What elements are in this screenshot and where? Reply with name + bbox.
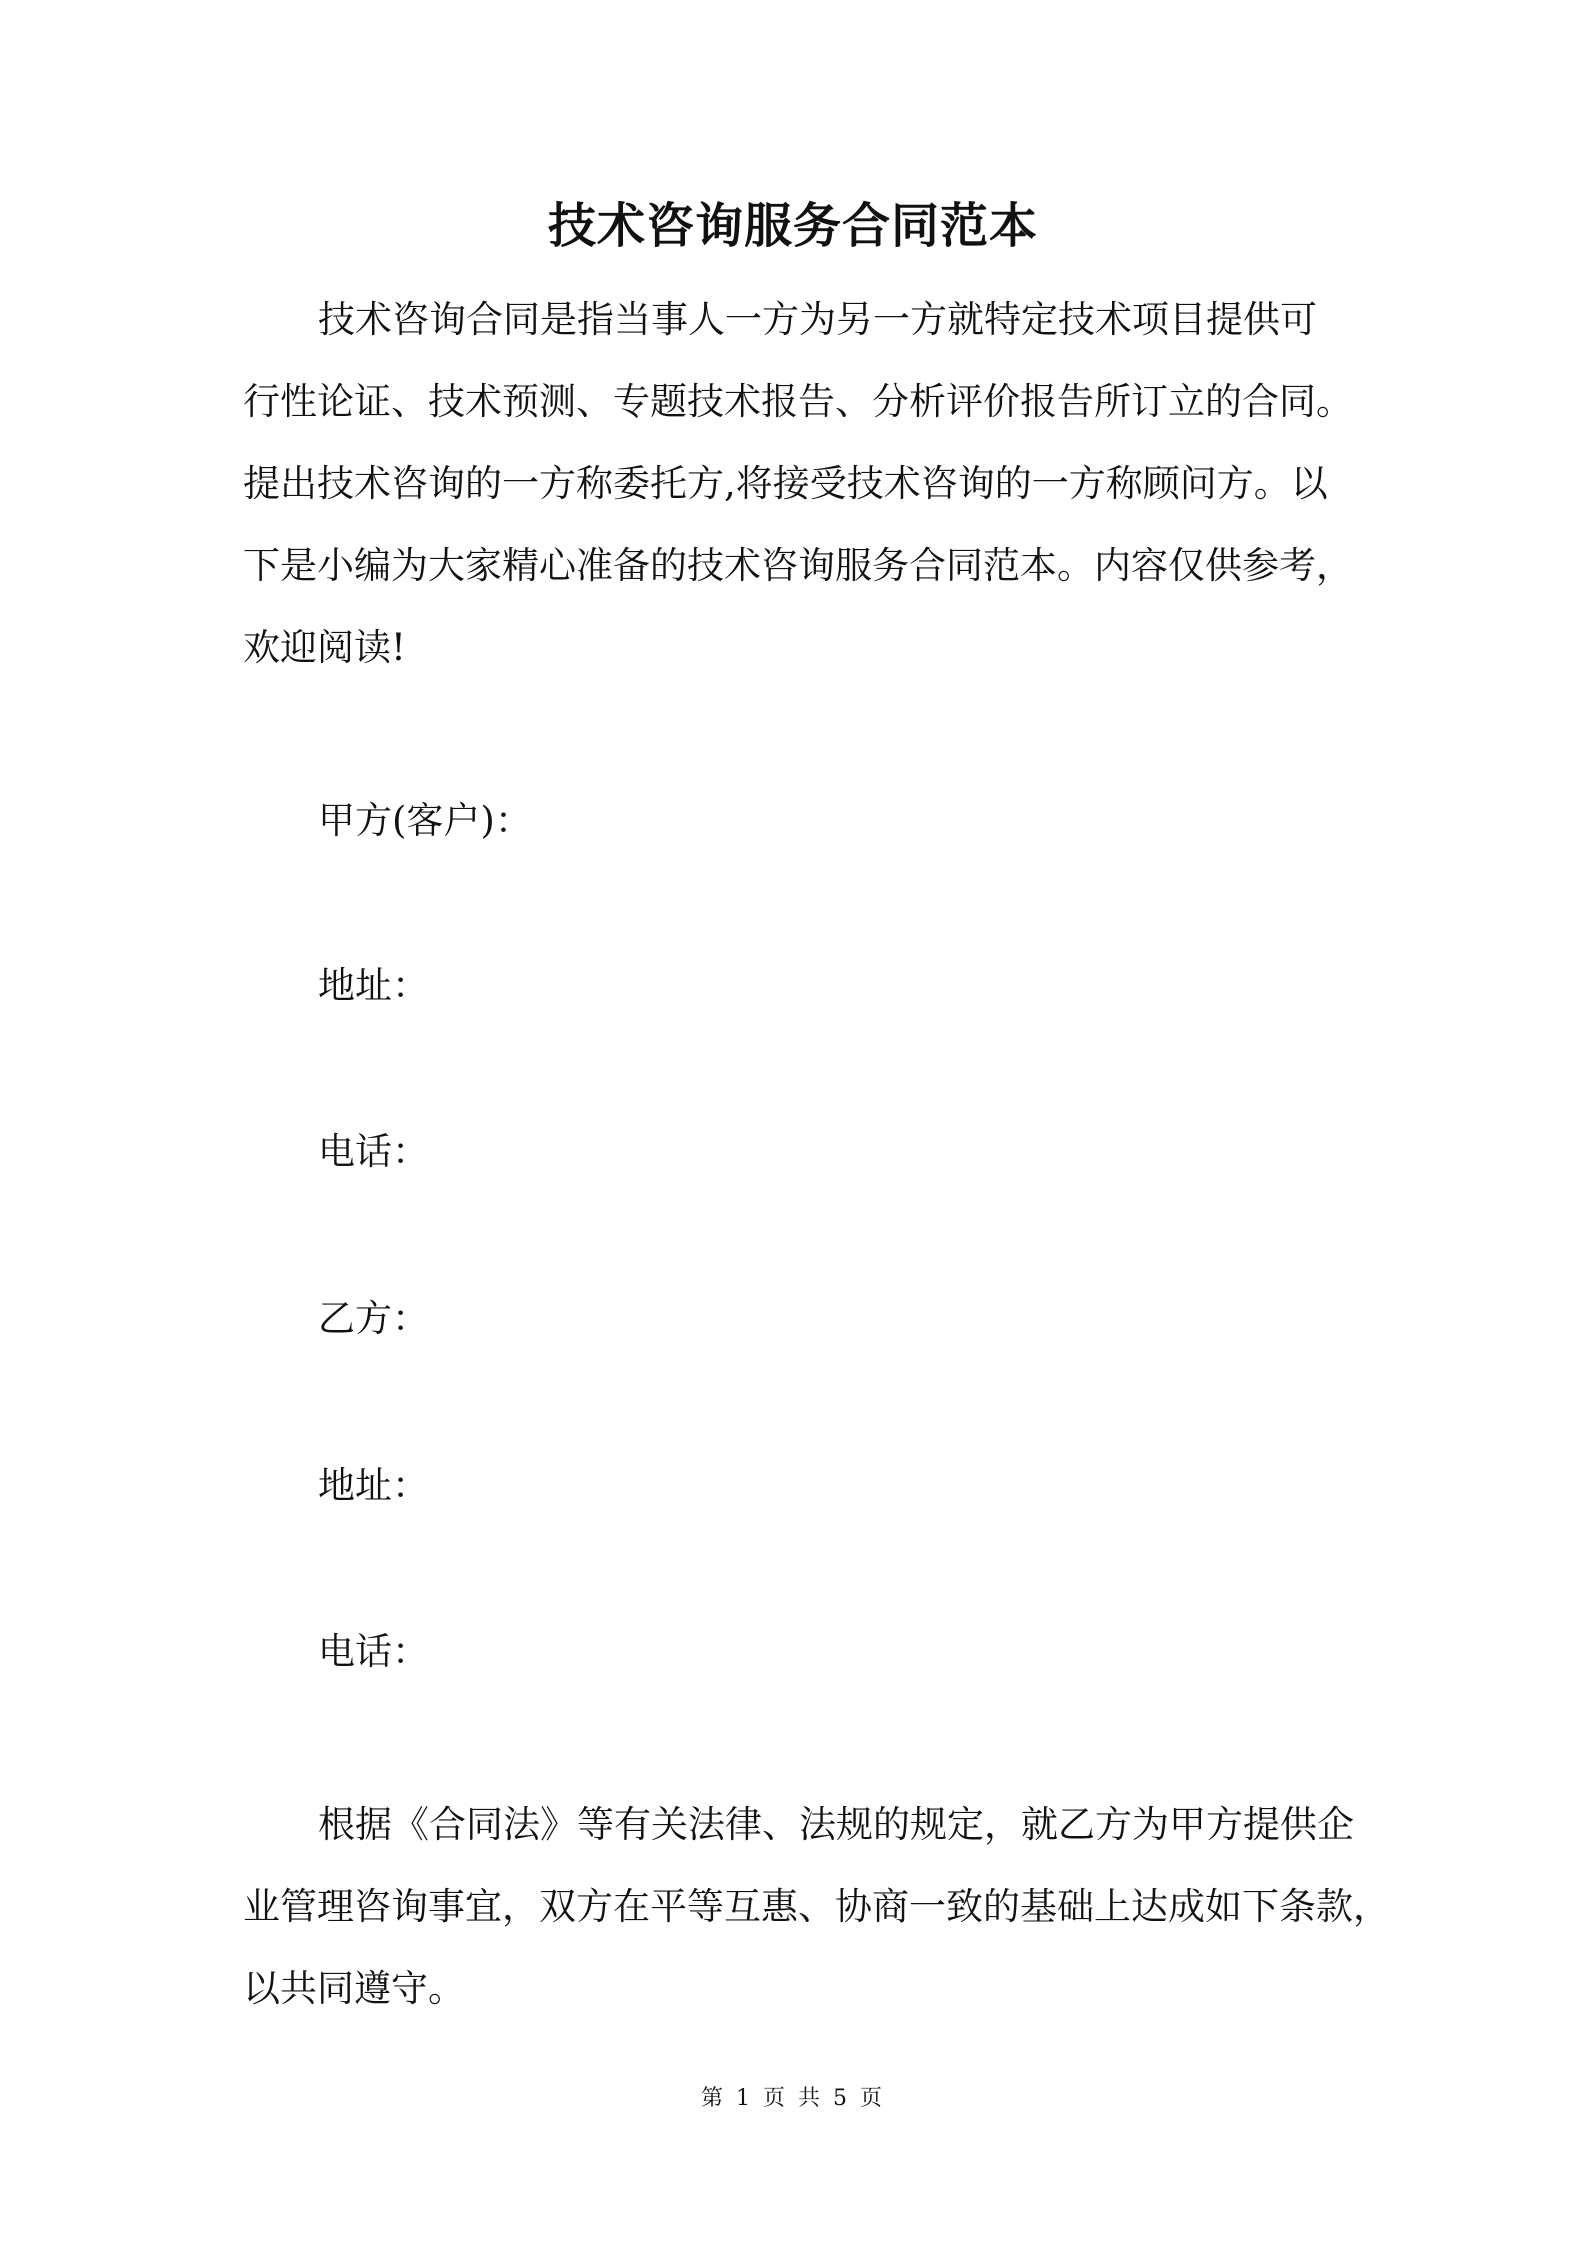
- party-b-address-label: 地址：: [318, 1464, 429, 1507]
- party-a-label: 甲方(客户)：: [318, 799, 532, 842]
- intro-line-4: 下是小编为大家精心准备的技术咨询服务合同范本。内容仅供参考，: [243, 544, 1353, 587]
- party-b-label: 乙方：: [318, 1297, 429, 1340]
- basis-line-2: 业管理咨询事宜，双方在平等互惠、协商一致的基础上达成如下条款，: [243, 1885, 1390, 1928]
- page-footer: 第 1 页 共 5 页: [701, 2086, 885, 2111]
- intro-line-2: 行性论证、技术预测、专题技术报告、分析评价报告所订立的合同。: [243, 380, 1353, 423]
- party-b-phone-label: 电话：: [318, 1630, 429, 1673]
- intro-line-5: 欢迎阅读!: [243, 626, 406, 669]
- intro-line-1: 技术咨询合同是指当事人一方为另一方就特定技术项目提供可: [318, 298, 1317, 341]
- party-a-address-label: 地址：: [318, 964, 429, 1007]
- page-title: 技术咨询服务合同范本: [547, 198, 1038, 254]
- party-a-phone-label: 电话：: [318, 1130, 429, 1173]
- basis-line-3: 以共同遵守。: [243, 1967, 465, 2010]
- basis-line-1: 根据《合同法》等有关法律、法规的规定，就乙方为甲方提供企: [318, 1803, 1354, 1846]
- intro-line-3: 提出技术咨询的一方称委托方,将接受技术咨询的一方称顾问方。以: [243, 462, 1328, 505]
